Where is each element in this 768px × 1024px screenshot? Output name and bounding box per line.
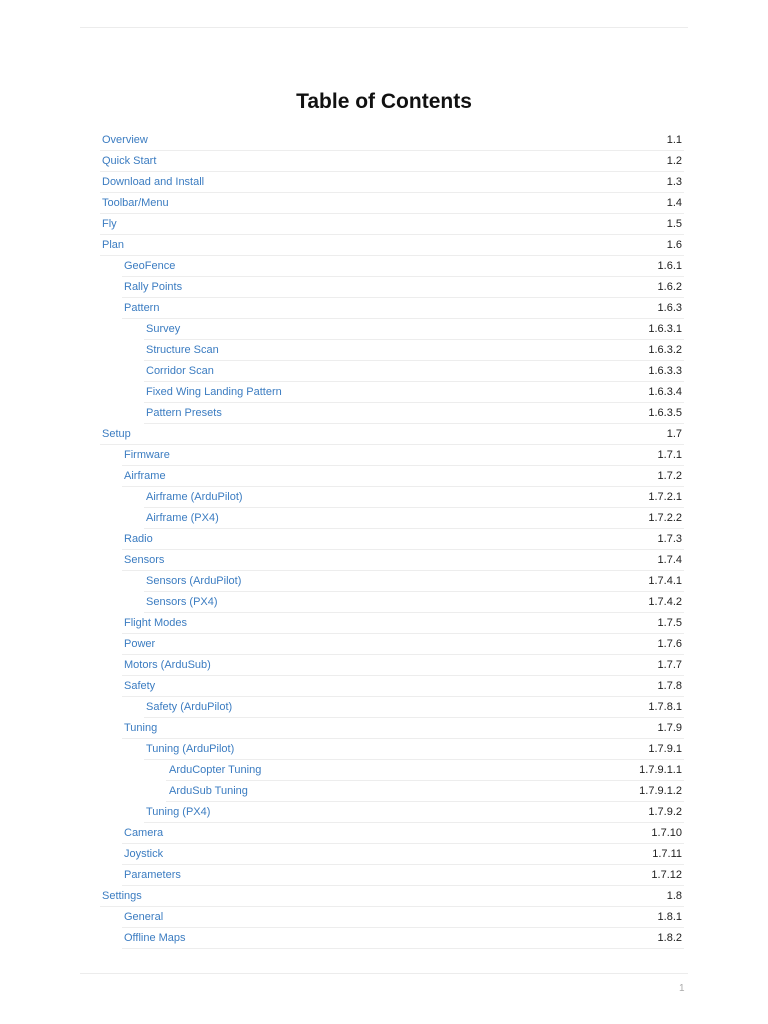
toc-entry-link[interactable]: Structure Scan [146, 344, 219, 356]
toc-entry-link[interactable]: Overview [102, 134, 148, 146]
toc-entry [100, 928, 684, 949]
toc-entry-number: 1.7.2.1 [648, 491, 682, 503]
toc-entry-link[interactable]: Flight Modes [124, 617, 187, 629]
toc-entry-number: 1.6.3.1 [648, 323, 682, 335]
toc-entry-number: 1.7.7 [657, 659, 682, 671]
toc-entry-link[interactable]: Sensors (ArduPilot) [146, 575, 242, 587]
toc-entry-link[interactable]: General [124, 911, 164, 923]
toc-entry-link[interactable]: Sensors [124, 554, 165, 566]
toc-entry-number: 1.6.3.4 [648, 386, 682, 398]
toc-entry-number: 1.7.9.2 [648, 806, 682, 818]
toc-entry [100, 865, 684, 886]
toc-entry-link[interactable]: Radio [124, 533, 153, 545]
toc-entry [100, 739, 684, 760]
toc-entry [100, 445, 684, 466]
toc-entry [100, 760, 684, 781]
footer-divider [80, 973, 688, 974]
page-number: 1 [679, 983, 685, 994]
toc-entry-number: 1.7.12 [651, 869, 682, 881]
toc-entry-link[interactable]: Safety (ArduPilot) [146, 701, 233, 713]
toc-entry-number: 1.7.9 [657, 722, 682, 734]
toc-entry [100, 508, 684, 529]
toc-entry-number: 1.7.2 [657, 470, 682, 482]
toc-entry-number: 1.7.11 [652, 848, 682, 860]
toc-entry-link[interactable]: Safety [124, 680, 156, 692]
toc-entry-link[interactable]: Tuning (ArduPilot) [146, 743, 235, 755]
toc-entry [100, 487, 684, 508]
toc-entry-link[interactable]: Plan [102, 239, 125, 251]
toc-entry [100, 613, 684, 634]
toc-entry-number: 1.7 [666, 428, 682, 440]
toc-entry-number: 1.7.4 [657, 554, 682, 566]
toc-entry-link[interactable]: Quick Start [102, 155, 157, 167]
toc-entry-number: 1.7.1 [657, 449, 682, 461]
toc-entry-number: 1.7.9.1.1 [639, 764, 682, 776]
toc-entry-number: 1.7.2.2 [648, 512, 682, 524]
toc-entry [100, 466, 684, 487]
toc-entry [100, 130, 684, 151]
toc-entry [100, 592, 684, 613]
toc-entry-number: 1.6.2 [657, 281, 682, 293]
toc-entry-number: 1.7.6 [657, 638, 682, 650]
toc-entry [100, 340, 684, 361]
toc-entry [100, 172, 684, 193]
toc-entry-number: 1.6.3.2 [648, 344, 682, 356]
toc-entry-link[interactable]: ArduCopter Tuning [169, 764, 262, 776]
toc-entry-number: 1.6.1 [657, 260, 682, 272]
toc-entry [100, 319, 684, 340]
toc-entry [100, 823, 684, 844]
toc-entry-number: 1.3 [666, 176, 682, 188]
toc-entry [100, 277, 684, 298]
toc-entry-link[interactable]: Toolbar/Menu [102, 197, 169, 209]
toc-entry [100, 655, 684, 676]
toc-entry [100, 256, 684, 277]
table-of-contents [100, 130, 684, 949]
toc-entry-number: 1.7.4.2 [648, 596, 682, 608]
toc-entry-number: 1.8.2 [657, 932, 682, 944]
toc-entry [100, 361, 684, 382]
toc-entry-link[interactable]: Airframe [124, 470, 166, 482]
toc-entry-link[interactable]: Tuning (PX4) [146, 806, 211, 818]
toc-entry [100, 193, 684, 214]
toc-entry-link[interactable]: Firmware [124, 449, 170, 461]
toc-entry [100, 886, 684, 907]
toc-entry [100, 424, 684, 445]
toc-entry-number: 1.6.3 [657, 302, 682, 314]
toc-entry [100, 529, 684, 550]
toc-entry [100, 571, 684, 592]
toc-entry-link[interactable]: Pattern [124, 302, 160, 314]
toc-entry-link[interactable]: Offline Maps [124, 932, 186, 944]
toc-entry [100, 298, 684, 319]
toc-entry-link[interactable]: Pattern Presets [146, 407, 222, 419]
toc-entry-link[interactable]: Airframe (ArduPilot) [146, 491, 243, 503]
toc-entry-link[interactable]: Fixed Wing Landing Pattern [146, 386, 282, 398]
toc-entry-number: 1.6.3.5 [648, 407, 682, 419]
toc-entry-link[interactable]: Power [124, 638, 156, 650]
toc-entry [100, 844, 684, 865]
toc-entry-link[interactable]: GeoFence [124, 260, 176, 272]
toc-entry [100, 550, 684, 571]
toc-entry [100, 676, 684, 697]
toc-entry [100, 718, 684, 739]
toc-entry-number: 1.7.4.1 [648, 575, 682, 587]
toc-entry [100, 151, 684, 172]
toc-entry-link[interactable]: Corridor Scan [146, 365, 214, 377]
toc-entry-link[interactable]: Fly [102, 218, 117, 230]
toc-entry-number: 1.7.10 [651, 827, 682, 839]
toc-entry-number: 1.8.1 [657, 911, 682, 923]
toc-entry [100, 802, 684, 823]
toc-entry-number: 1.1 [666, 134, 682, 146]
toc-entry [100, 697, 684, 718]
toc-entry-link[interactable]: Camera [124, 827, 164, 839]
toc-entry [100, 634, 684, 655]
toc-entry-number: 1.2 [666, 155, 682, 167]
toc-entry-link[interactable]: Airframe (PX4) [146, 512, 219, 524]
toc-entry-number: 1.7.5 [657, 617, 682, 629]
toc-entry-number: 1.4 [666, 197, 682, 209]
toc-entry-number: 1.6 [666, 239, 682, 251]
toc-entry-number: 1.7.9.1 [648, 743, 682, 755]
toc-entry-link[interactable]: Survey [146, 323, 181, 335]
toc-entry-number: 1.5 [666, 218, 682, 230]
toc-entry-number: 1.7.9.1.2 [639, 785, 682, 797]
toc-entry-link[interactable]: Rally Points [124, 281, 183, 293]
toc-entry-link[interactable]: Settings [102, 890, 142, 902]
toc-entry-link[interactable]: Download and Install [102, 176, 205, 188]
page-title: Table of Contents [296, 90, 472, 113]
toc-entry [100, 403, 684, 424]
toc-entry [100, 214, 684, 235]
toc-entry-link[interactable]: Tuning [124, 722, 158, 734]
toc-entry-number: 1.7.3 [657, 533, 682, 545]
toc-entry-link[interactable]: Setup [102, 428, 131, 440]
toc-entry-number: 1.8 [666, 890, 682, 902]
toc-entry-number: 1.6.3.3 [648, 365, 682, 377]
toc-entry [100, 235, 684, 256]
toc-entry-link[interactable]: Joystick [124, 848, 164, 860]
toc-entry [100, 907, 684, 928]
header-divider [80, 27, 688, 28]
toc-entry-link[interactable]: Motors (ArduSub) [124, 659, 211, 671]
toc-entry-link[interactable]: Parameters [124, 869, 181, 881]
toc-entry-number: 1.7.8.1 [648, 701, 682, 713]
toc-entry [100, 781, 684, 802]
toc-entry [100, 382, 684, 403]
toc-entry-link[interactable]: Sensors (PX4) [146, 596, 218, 608]
toc-entry-number: 1.7.8 [657, 680, 682, 692]
toc-entry-link[interactable]: ArduSub Tuning [169, 785, 248, 797]
